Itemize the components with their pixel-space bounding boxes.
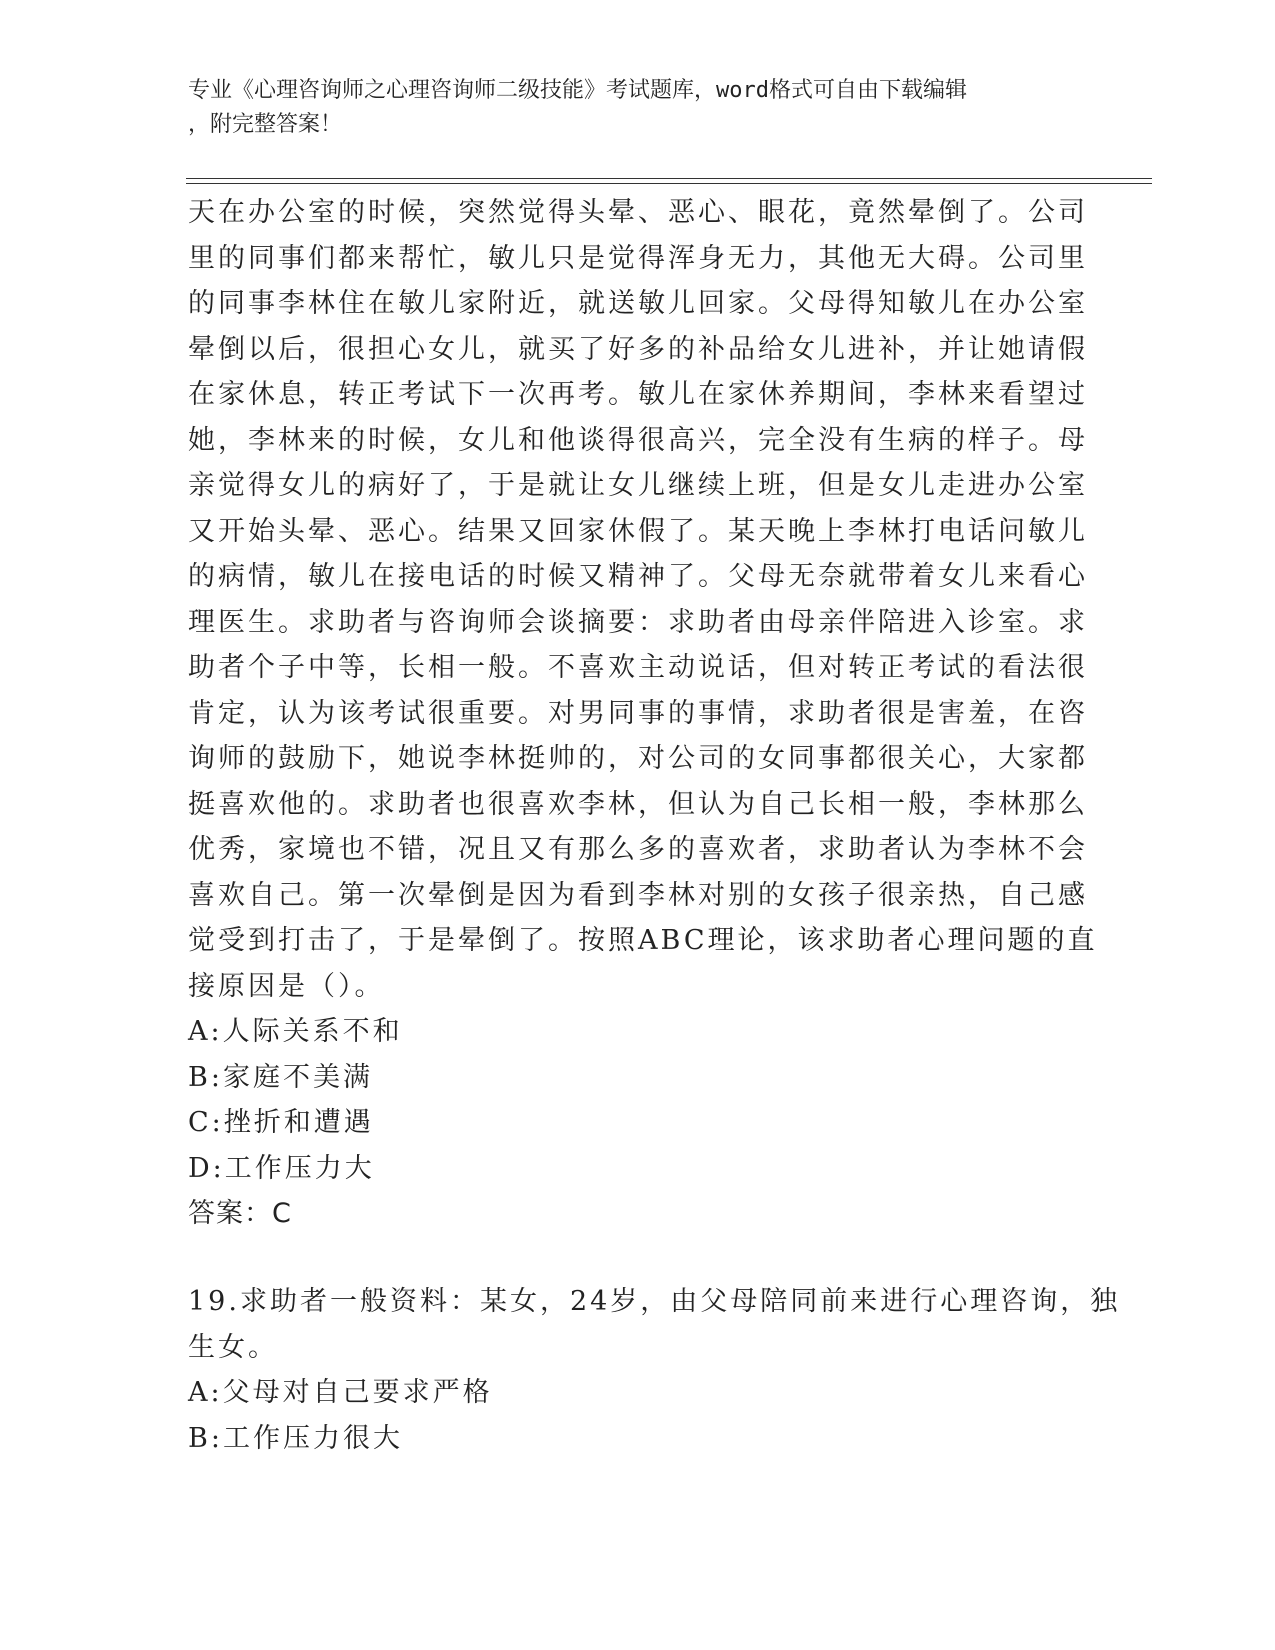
passage-line: 优秀，家境也不错，况且又有那么多的喜欢者，求助者认为李林不会 xyxy=(188,834,1088,865)
passage-line: 肯定，认为该考试很重要。对男同事的事情，求助者很是害羞，在咨 xyxy=(188,697,1088,729)
passage-line: 里的同事们都来帮忙，敏儿只是觉得浑身无力，其他无大碍。公司里 xyxy=(188,242,1088,274)
header-rule-top xyxy=(186,178,1152,179)
header-title-line1: 专业《心理咨询师之心理咨询师二级技能》考试题库，word格式可自由下载编辑 xyxy=(188,78,967,103)
document-body xyxy=(188,190,1121,1461)
question-19-line: 19.求助者一般资料：某女，24岁，由父母陪同前来进行心理咨询，独 xyxy=(188,1286,1121,1317)
passage-line: 的同事李林住在敏儿家附近，就送敏儿回家。父母得知敏儿在办公室 xyxy=(188,288,1088,319)
passage-line: 又开始头晕、恶心。结果又回家休假了。某天晚上李林打电话问敏儿 xyxy=(188,515,1088,547)
passage-line: 亲觉得女儿的病好了，于是就让女儿继续上班，但是女儿走进办公室 xyxy=(188,470,1088,501)
question-19-option-a: A:父母对自己要求严格 xyxy=(188,1377,493,1408)
passage-line: 理医生。求助者与咨询师会谈摘要：求助者由母亲伴陪进入诊室。求 xyxy=(188,606,1088,638)
option-b: B:家庭不美满 xyxy=(188,1061,373,1093)
header-rule-bottom xyxy=(186,183,1152,184)
question-19-line: 生女。 xyxy=(188,1331,278,1363)
option-a: A:人际关系不和 xyxy=(188,1016,403,1047)
passage-line: 她，李林来的时候，女儿和他谈得很高兴，完全没有生病的样子。母 xyxy=(188,424,1088,456)
passage-line: 助者个子中等，长相一般。不喜欢主动说话，但对转正考试的看法很 xyxy=(188,652,1088,683)
answer-key: 答案：C xyxy=(188,1198,292,1229)
passage-line: 询师的鼓励下，她说李林挺帅的，对公司的女同事都很关心，大家都 xyxy=(188,743,1088,774)
question-passage xyxy=(188,190,1108,1009)
passage-line: 晕倒以后，很担心女儿，就买了好多的补品给女儿进补，并让她请假 xyxy=(188,333,1088,365)
question-19 xyxy=(188,1279,1121,1461)
option-c: C:挫折和遭遇 xyxy=(188,1107,374,1138)
question-19-option-b: B:工作压力很大 xyxy=(188,1422,403,1454)
passage-line: 喜欢自己。第一次晕倒是因为看到李林对别的女孩子很亲热，自己感 xyxy=(188,879,1088,911)
passage-line: 接原因是（）。 xyxy=(188,970,385,1002)
option-d: D:工作压力大 xyxy=(188,1152,375,1184)
passage-line: 的病情，敏儿在接电话的时候又精神了。父母无奈就带着女儿来看心 xyxy=(188,561,1088,592)
document-header xyxy=(188,74,1088,142)
answer-options xyxy=(188,1009,1108,1191)
passage-line: 天在办公室的时候，突然觉得头晕、恶心、眼花，竟然晕倒了。公司 xyxy=(188,197,1088,228)
passage-line: 觉受到打击了，于是晕倒了。按照ABC理论，该求助者心理问题的直 xyxy=(188,925,1098,956)
passage-line: 挺喜欢他的。求助者也很喜欢李林，但认为自己长相一般，李林那么 xyxy=(188,788,1088,820)
passage-line: 在家休息，转正考试下一次再考。敏儿在家休养期间，李林来看望过 xyxy=(188,379,1088,410)
section-spacer xyxy=(188,1237,1108,1279)
header-title-line2: ，附完整答案！ xyxy=(188,112,343,137)
